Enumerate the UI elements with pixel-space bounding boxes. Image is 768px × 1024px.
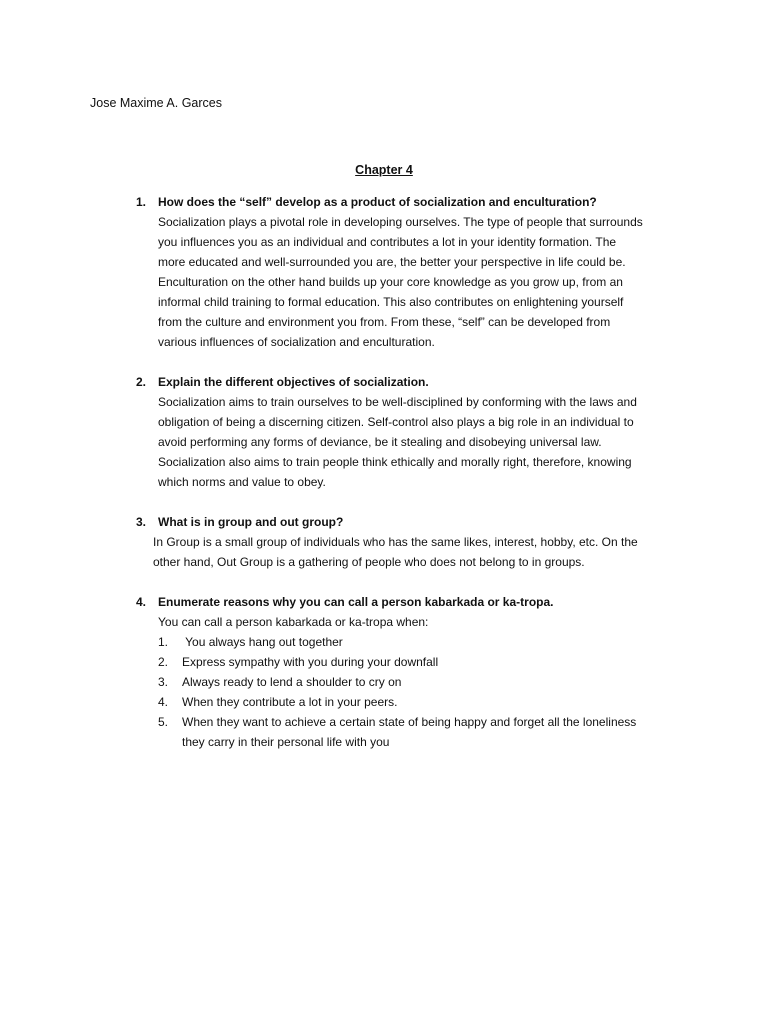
answer-line: In Group is a small group of individuals who has the same likes, interest, hobby, etc. On the <box>153 535 638 549</box>
list-item <box>158 712 636 752</box>
list-item-text: You always hang out together <box>182 635 343 649</box>
question-number: 3. <box>136 515 147 529</box>
answer-line: you influences you as an individual and contributes a lot in your identity formation. The <box>158 235 617 249</box>
answer-paragraph <box>158 612 636 752</box>
list-item-text: they carry in their personal life with you <box>182 735 390 749</box>
answer-paragraph <box>158 392 637 492</box>
question-number: 2. <box>136 375 147 389</box>
question-text: How does the “self” develop as a product of socialization and enculturation? <box>158 195 597 209</box>
answer-line: which norms and value to obey. <box>158 475 326 489</box>
list-item <box>158 652 636 672</box>
answer-line: obligation of being a discerning citizen. Self-control also plays a big role in an individual to <box>158 415 634 429</box>
question-4-heading <box>136 592 636 612</box>
answer-line: Socialization also aims to train people think ethically and morally right, therefore, knowing <box>158 455 632 469</box>
answer-intro: You can call a person kabarkada or ka-tropa when: <box>158 615 429 629</box>
answer-paragraph <box>153 532 638 572</box>
answer-paragraph <box>158 212 643 352</box>
list-item <box>158 672 636 692</box>
list-item <box>158 632 636 652</box>
question-text: What is in group and out group? <box>158 515 344 529</box>
list-item-number: 2. <box>158 655 169 669</box>
question-1 <box>136 192 643 352</box>
answer-line: Socialization plays a pivotal role in developing ourselves. The type of people that surrounds <box>158 215 643 229</box>
answer-line: other hand, Out Group is a gathering of people who does not belong to in groups. <box>153 555 585 569</box>
list-item-number: 5. <box>158 715 169 729</box>
question-text: Explain the different objectives of socialization. <box>158 375 429 389</box>
answer-line: informal child training to formal education. This also contributes on enlightening yourself <box>158 295 624 309</box>
answer-line: from the culture and environment you from. From these, “self” can be developed from <box>158 315 611 329</box>
question-3 <box>136 512 638 572</box>
question-2 <box>136 372 637 492</box>
answer-line: more educated and well-surrounded you are, the better your perspective in life could be. <box>158 255 626 269</box>
list-item-text: When they contribute a lot in your peers. <box>182 695 398 709</box>
page-title: Chapter 4 <box>355 163 413 177</box>
question-4 <box>136 592 636 752</box>
list-item-number: 3. <box>158 675 169 689</box>
answer-line: Socialization aims to train ourselves to be well-disciplined by conforming with the laws and <box>158 395 637 409</box>
question-text: Enumerate reasons why you can call a person kabarkada or ka-tropa. <box>158 595 554 609</box>
list-item-number: 1. <box>158 635 169 649</box>
question-2-heading <box>136 372 637 392</box>
author-name: Jose Maxime A. Garces <box>90 96 222 110</box>
list-item-text: Always ready to lend a shoulder to cry on <box>182 675 402 689</box>
list-item <box>158 692 636 712</box>
question-number: 1. <box>136 195 147 209</box>
answer-line: avoid performing any forms of deviance, be it stealing and disobeying universal law. <box>158 435 602 449</box>
list-item-number: 4. <box>158 695 169 709</box>
answer-line: various influences of socialization and enculturation. <box>158 335 435 349</box>
question-3-heading <box>136 512 638 532</box>
list-item-text: When they want to achieve a certain state of being happy and forget all the loneliness <box>182 715 637 729</box>
question-number: 4. <box>136 595 147 609</box>
answer-line: Enculturation on the other hand builds up your core knowledge as you grow up, from an <box>158 275 623 289</box>
question-1-heading <box>136 192 643 212</box>
list-item-text: Express sympathy with you during your downfall <box>182 655 439 669</box>
